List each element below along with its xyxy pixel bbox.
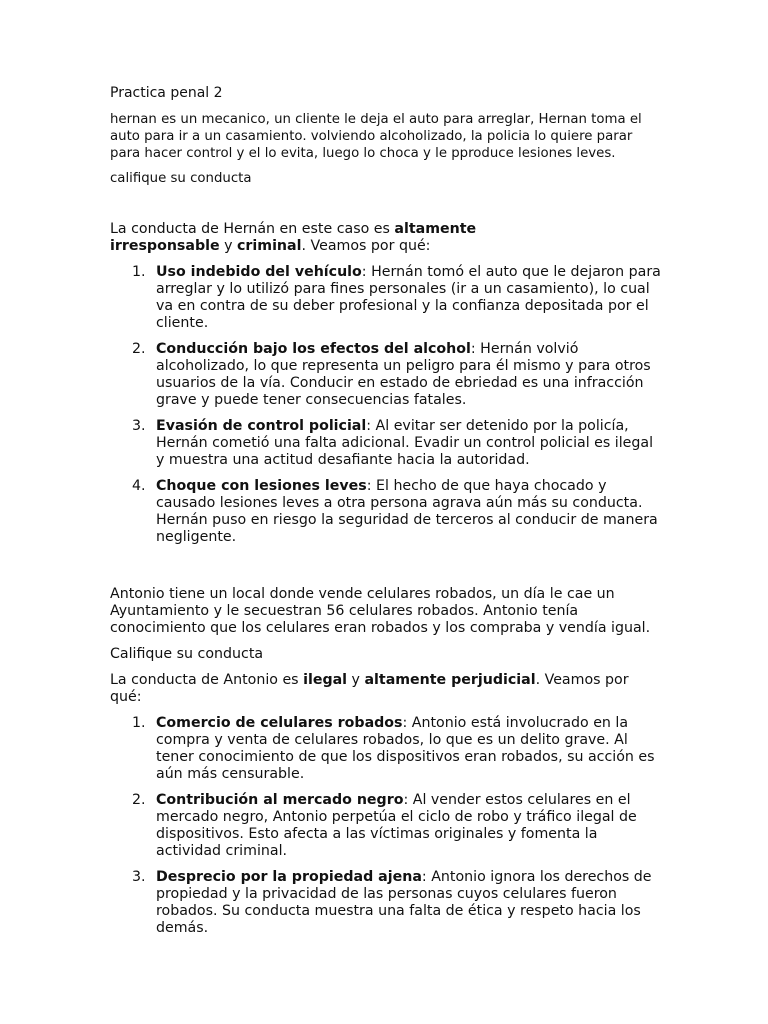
case2-prompt: Antonio tiene un local donde vende celulares robados, un día le cae un Ayuntamiento y le secuestran 56 celulares robados. Antonio tenía conocimiento que los celulares eran robados y los compraba y vendía igual. [110, 586, 651, 636]
list-item [110, 478, 662, 546]
case2-list [110, 715, 662, 937]
list-item-text: : Hernán volvió alcoholizado, lo que representa un peligro para él mismo y para otros usuarios de la vía. Conducir en estado de ebriedad es una infracción grave y puede tener consecuencias fatales. [156, 341, 651, 408]
case1-question: califique su conducta [110, 171, 252, 186]
list-item-heading: Conducción bajo los efectos del alcohol [156, 341, 471, 357]
case2-intro-mid: y [347, 672, 365, 688]
list-item [110, 792, 662, 860]
list-item [110, 869, 662, 937]
list-item-text: : Antonio ignora los derechos de propiedad y la privacidad de las personas cuyos celulares fueron robados. Su conducta muestra una falta de ética y respeto hacia los demás. [156, 869, 652, 936]
case2-intro-post: . Veamos por qué: [110, 672, 629, 705]
list-item-heading: Choque con lesiones leves [156, 478, 367, 494]
case1-intro-pre: La conducta de Hernán en este caso es [110, 221, 395, 237]
case1-intro-bold2: irresponsable [110, 238, 220, 254]
list-item-number: 3. [132, 418, 146, 434]
list-item [110, 341, 662, 409]
document-page [110, 84, 662, 937]
list-item-heading: Comercio de celulares robados [156, 715, 403, 731]
list-item [110, 418, 662, 469]
case1-prompt: hernan es un mecanico, un cliente le deja el auto para arreglar, Hernan toma el auto para ir a un casamiento. volviendo alcoholizado, la policia lo quiere parar para hacer control y el lo evita, luego lo choca y le pproduce lesiones leves. [110, 112, 642, 161]
case2-intro-pre: La conducta de Antonio es [110, 672, 304, 688]
list-item-number: 4. [132, 478, 146, 494]
case2-question: Califique su conducta [110, 646, 264, 662]
case2-intro [110, 672, 662, 706]
list-item-text: : Al evitar ser detenido por la policía, Hernán cometió una falta adicional. Evadir un control policial es ilegal y muestra una actitud desafiante hacia la autoridad. [156, 418, 654, 468]
list-item-text: : Al vender estos celulares en el mercado negro, Antonio perpetúa el ciclo de robo y tráfico ilegal de dispositivos. Esto afecta a las víctimas originales y fomenta la actividad criminal. [156, 792, 637, 859]
list-item-heading: Contribución al mercado negro [156, 792, 404, 808]
case2-intro-bold1: ilegal [303, 672, 348, 688]
case1-intro-bold3: criminal [237, 238, 302, 254]
list-item-number: 2. [132, 341, 146, 357]
list-item-text: : Antonio está involucrado en la compra y venta de celulares robados, lo que es un delito grave. Al tener conocimiento de que los dispositivos eran robados, su acción es aún más censurable. [156, 715, 655, 782]
document-title: Practica penal 2 [110, 85, 223, 101]
list-item-number: 3. [132, 869, 146, 885]
case1-intro-bold1: altamente [394, 221, 477, 237]
case1-intro-post: . Veamos por qué: [301, 238, 431, 254]
list-item-number: 2. [132, 792, 146, 808]
case1-intro [110, 221, 480, 255]
case1-list [110, 264, 662, 546]
case2-intro-bold2: altamente perjudicial [364, 672, 536, 688]
case1-intro-mid: y [219, 238, 238, 254]
list-item-number: 1. [132, 715, 146, 731]
list-item [110, 715, 662, 783]
list-item-heading: Evasión de control policial [156, 418, 367, 434]
list-item-heading: Desprecio por la propiedad ajena [156, 869, 422, 885]
list-item-text: : Hernán tomó el auto que le dejaron para arreglar y lo utilizó para fines personales (ir a un casamiento), lo cual va en contra de su deber profesional y la confianza depositada por el cliente. [156, 264, 661, 331]
list-item [110, 264, 662, 332]
list-item-number: 1. [132, 264, 146, 280]
list-item-heading: Uso indebido del vehículo [156, 264, 362, 280]
list-item-text: : El hecho de que haya chocado y causado lesiones leves a otra persona agrava aún más su conducta. Hernán puso en riesgo la seguridad de terceros al conducir de manera negligente. [156, 478, 658, 545]
